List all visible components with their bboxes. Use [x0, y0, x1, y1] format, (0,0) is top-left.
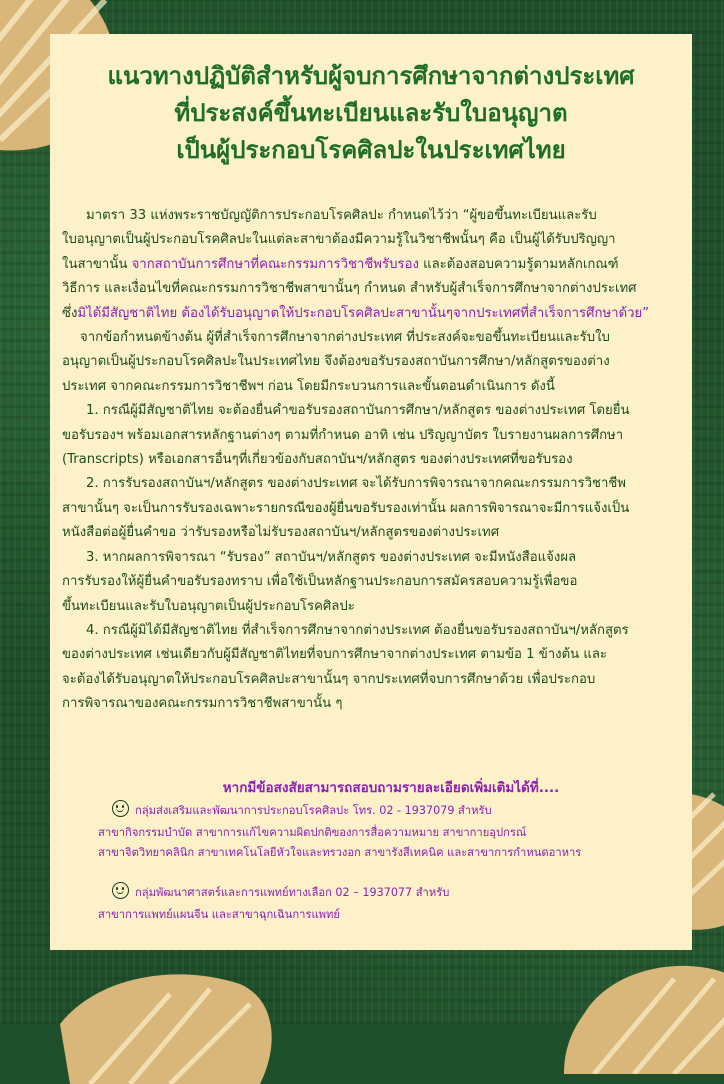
contact-group-2-phone: กลุ่มพัฒนาศาสตร์และการแพทย์ทางเลือก 02 – 1937077 สำหรับ	[135, 886, 450, 899]
item4-line-1: 4. กรณีผู้มิได้มีสัญชาติไทย ที่สำเร็จการศึกษาจากต่างประเทศ ต้องยื่นขอรับรองสถาบันฯ/หลักสูตร	[86, 622, 629, 638]
para1-line-5	[62, 302, 680, 326]
contact-group-2-line-2: สาขาการแพทย์แผนจีน และสาขาฉุกเฉินการแพทย์	[98, 908, 340, 921]
contact-group-1-line-1	[112, 800, 492, 821]
title-line-1: แนวทางปฏิบัติสำหรับผู้จบการศึกษาจากต่างประเทศ	[107, 62, 635, 90]
item3-line-2: การรับรองให้ผู้ยื่นคำขอรับรองทราบ เพื่อใช้เป็นหลักฐานประกอบการสมัครสอบความรู้เพื่อขอ	[62, 574, 578, 590]
para2-line-3: ประเทศ จากคณะกรรมการวิชาชีพฯ ก่อน โดยมีกระบวนการและขั้นตอนดำเนินการ ดังนี้	[62, 378, 555, 394]
item1-line-2: ขอรับรองฯ พร้อมเอกสารหลักฐานต่างๆ ตามที่กำหนด อาทิ เช่น ปริญญาบัตร ใบรายงานผลการศึกษา	[62, 427, 624, 443]
item4-line-2: ของต่างประเทศ เช่นเดียวกับผู้มีสัญชาติไทยที่จบการศึกษาจากต่างประเทศ ตามข้อ 1 ข้างต้น และ	[62, 647, 608, 663]
para1-line-3	[62, 253, 680, 277]
body-text	[62, 204, 680, 717]
item4-line-4: การพิจารณาของคณะกรรมการวิชาชีพสาขานั้น ๆ	[62, 696, 343, 712]
item2-line-2: สาขานั้นๆ จะเป็นการรับรองเฉพาะรายกรณีของผู้ยื่นขอรับรองเท่านั้น ผลการพิจารณาจะมีการแจ้งเป็น	[62, 500, 630, 516]
item1-line-3: (Transcripts) หรือเอกสารอื่นๆที่เกี่ยวข้องกับสถาบันฯ/หลักสูตร ของต่างประเทศที่ขอรับรอง	[62, 452, 573, 468]
para1-highlight-license: มิได้มีสัญชาติไทย ต้องได้รับอนุญาตให้ประกอบโรคศิลปะสาขานั้นๆจากประเทศที่สำเร็จการศึกษาด้วย”	[77, 305, 650, 321]
smiley-icon	[112, 882, 129, 899]
para1-line-5a: ซึ่ง	[62, 305, 78, 321]
para1-line-3a: ในสาขานั้น	[62, 256, 132, 272]
item3-line-3: ขึ้นทะเบียนและรับใบอนุญาตเป็นผู้ประกอบโรคศิลปะ	[62, 598, 355, 614]
title-line-2: ที่ประสงค์ขึ้นทะเบียนและรับใบอนุญาต	[174, 99, 568, 127]
para2-line-2: อนุญาตเป็นผู้ประกอบโรคศิลปะในประเทศไทย จึงต้องขอรับรองสถาบันการศึกษา/หลักสูตรของต่าง	[62, 354, 610, 370]
page-title	[50, 58, 692, 169]
contact-group-2-line-1	[112, 882, 449, 903]
contact-group-1-phone: กลุ่มส่งเสริมและพัฒนาการประกอบโรคศิลปะ โทร. 02 - 1937079 สำหรับ	[135, 804, 492, 817]
item4-line-3: จะต้องได้รับอนุญาตให้ประกอบโรคศิลปะสาขานั้นๆ จากประเทศที่จบการศึกษาด้วย เพื่อประกอบ	[62, 671, 596, 687]
item2-line-3: หนังสือต่อผู้ยื่นคำขอ ว่ารับรองหรือไม่รับรองสถาบันฯ/หลักสูตรของต่างประเทศ	[62, 525, 500, 541]
leaf-decoration-bottom-left	[60, 964, 280, 1084]
title-line-3: เป็นผู้ประกอบโรคศิลปะในประเทศไทย	[176, 136, 566, 164]
contact-group-1-line-3: สาขาจิตวิทยาคลินิก สาขาเทคโนโลยีหัวใจและทรวงอก สาขารังสีเทคนิค และสาขาการกำหนดอาหาร	[98, 846, 582, 859]
contact-heading: หากมีข้อสงสัยสามารถสอบถามรายละเอียดเพิ่มเติมได้ที่....	[222, 780, 560, 796]
para2-line-1: จากข้อกำหนดข้างต้น ผู้ที่สำเร็จการศึกษาจากต่างประเทศ ที่ประสงค์จะขอขึ้นทะเบียนและรับใบ	[80, 330, 610, 346]
para1-line-1: มาตรา 33 แห่งพระราชบัญญัติการประกอบโรคศิลปะ กำหนดไว้ว่า “ผู้ขอขึ้นทะเบียนและรับ	[86, 208, 597, 223]
para1-highlight-accredited: จากสถาบันการศึกษาที่คณะกรรมการวิชาชีพรับรอง	[131, 256, 419, 272]
para1-line-3c: และต้องสอบความรู้ตามหลักเกณฑ์	[418, 256, 619, 272]
item1-line-1: 1. กรณีผู้มีสัญชาติไทย จะต้องยื่นคำขอรับรองสถาบันการศึกษา/หลักสูตร ของต่างประเทศ โดยยื่น	[86, 403, 630, 419]
contact-group-1-line-2: สาขากิจกรรมบำบัด สาขาการแก้ไขความผิดปกติของการสื่อความหมาย สาขากายอุปกรณ์	[98, 826, 527, 839]
contact-section	[50, 776, 692, 921]
para1-line-4: วิธีการ และเงื่อนไขที่คณะกรรมการวิชาชีพสาขานั้นๆ กำหนด สำหรับผู้สำเร็จการศึกษาจากต่างประเทศ	[62, 281, 637, 297]
item3-line-1: 3. หากผลการพิจารณา “รับรอง” สถาบันฯ/หลักสูตร ของต่างประเทศ จะมีหนังสือแจ้งผล	[86, 549, 577, 565]
smiley-icon	[112, 800, 129, 817]
para1-line-2: ใบอนุญาตเป็นผู้ประกอบโรคศิลปะในแต่ละสาขาต้องมีความรู้ในวิชาชีพนั้นๆ คือ เป็นผู้ได้รับปริญญา	[62, 232, 616, 248]
content-card	[50, 34, 692, 950]
item2-line-1: 2. การรับรองสถาบันฯ/หลักสูตร ของต่างประเทศ จะได้รับการพิจารณาจากคณะกรรมการวิชาชีพ	[86, 476, 627, 492]
leaf-decoration-bottom-right	[564, 954, 724, 1074]
